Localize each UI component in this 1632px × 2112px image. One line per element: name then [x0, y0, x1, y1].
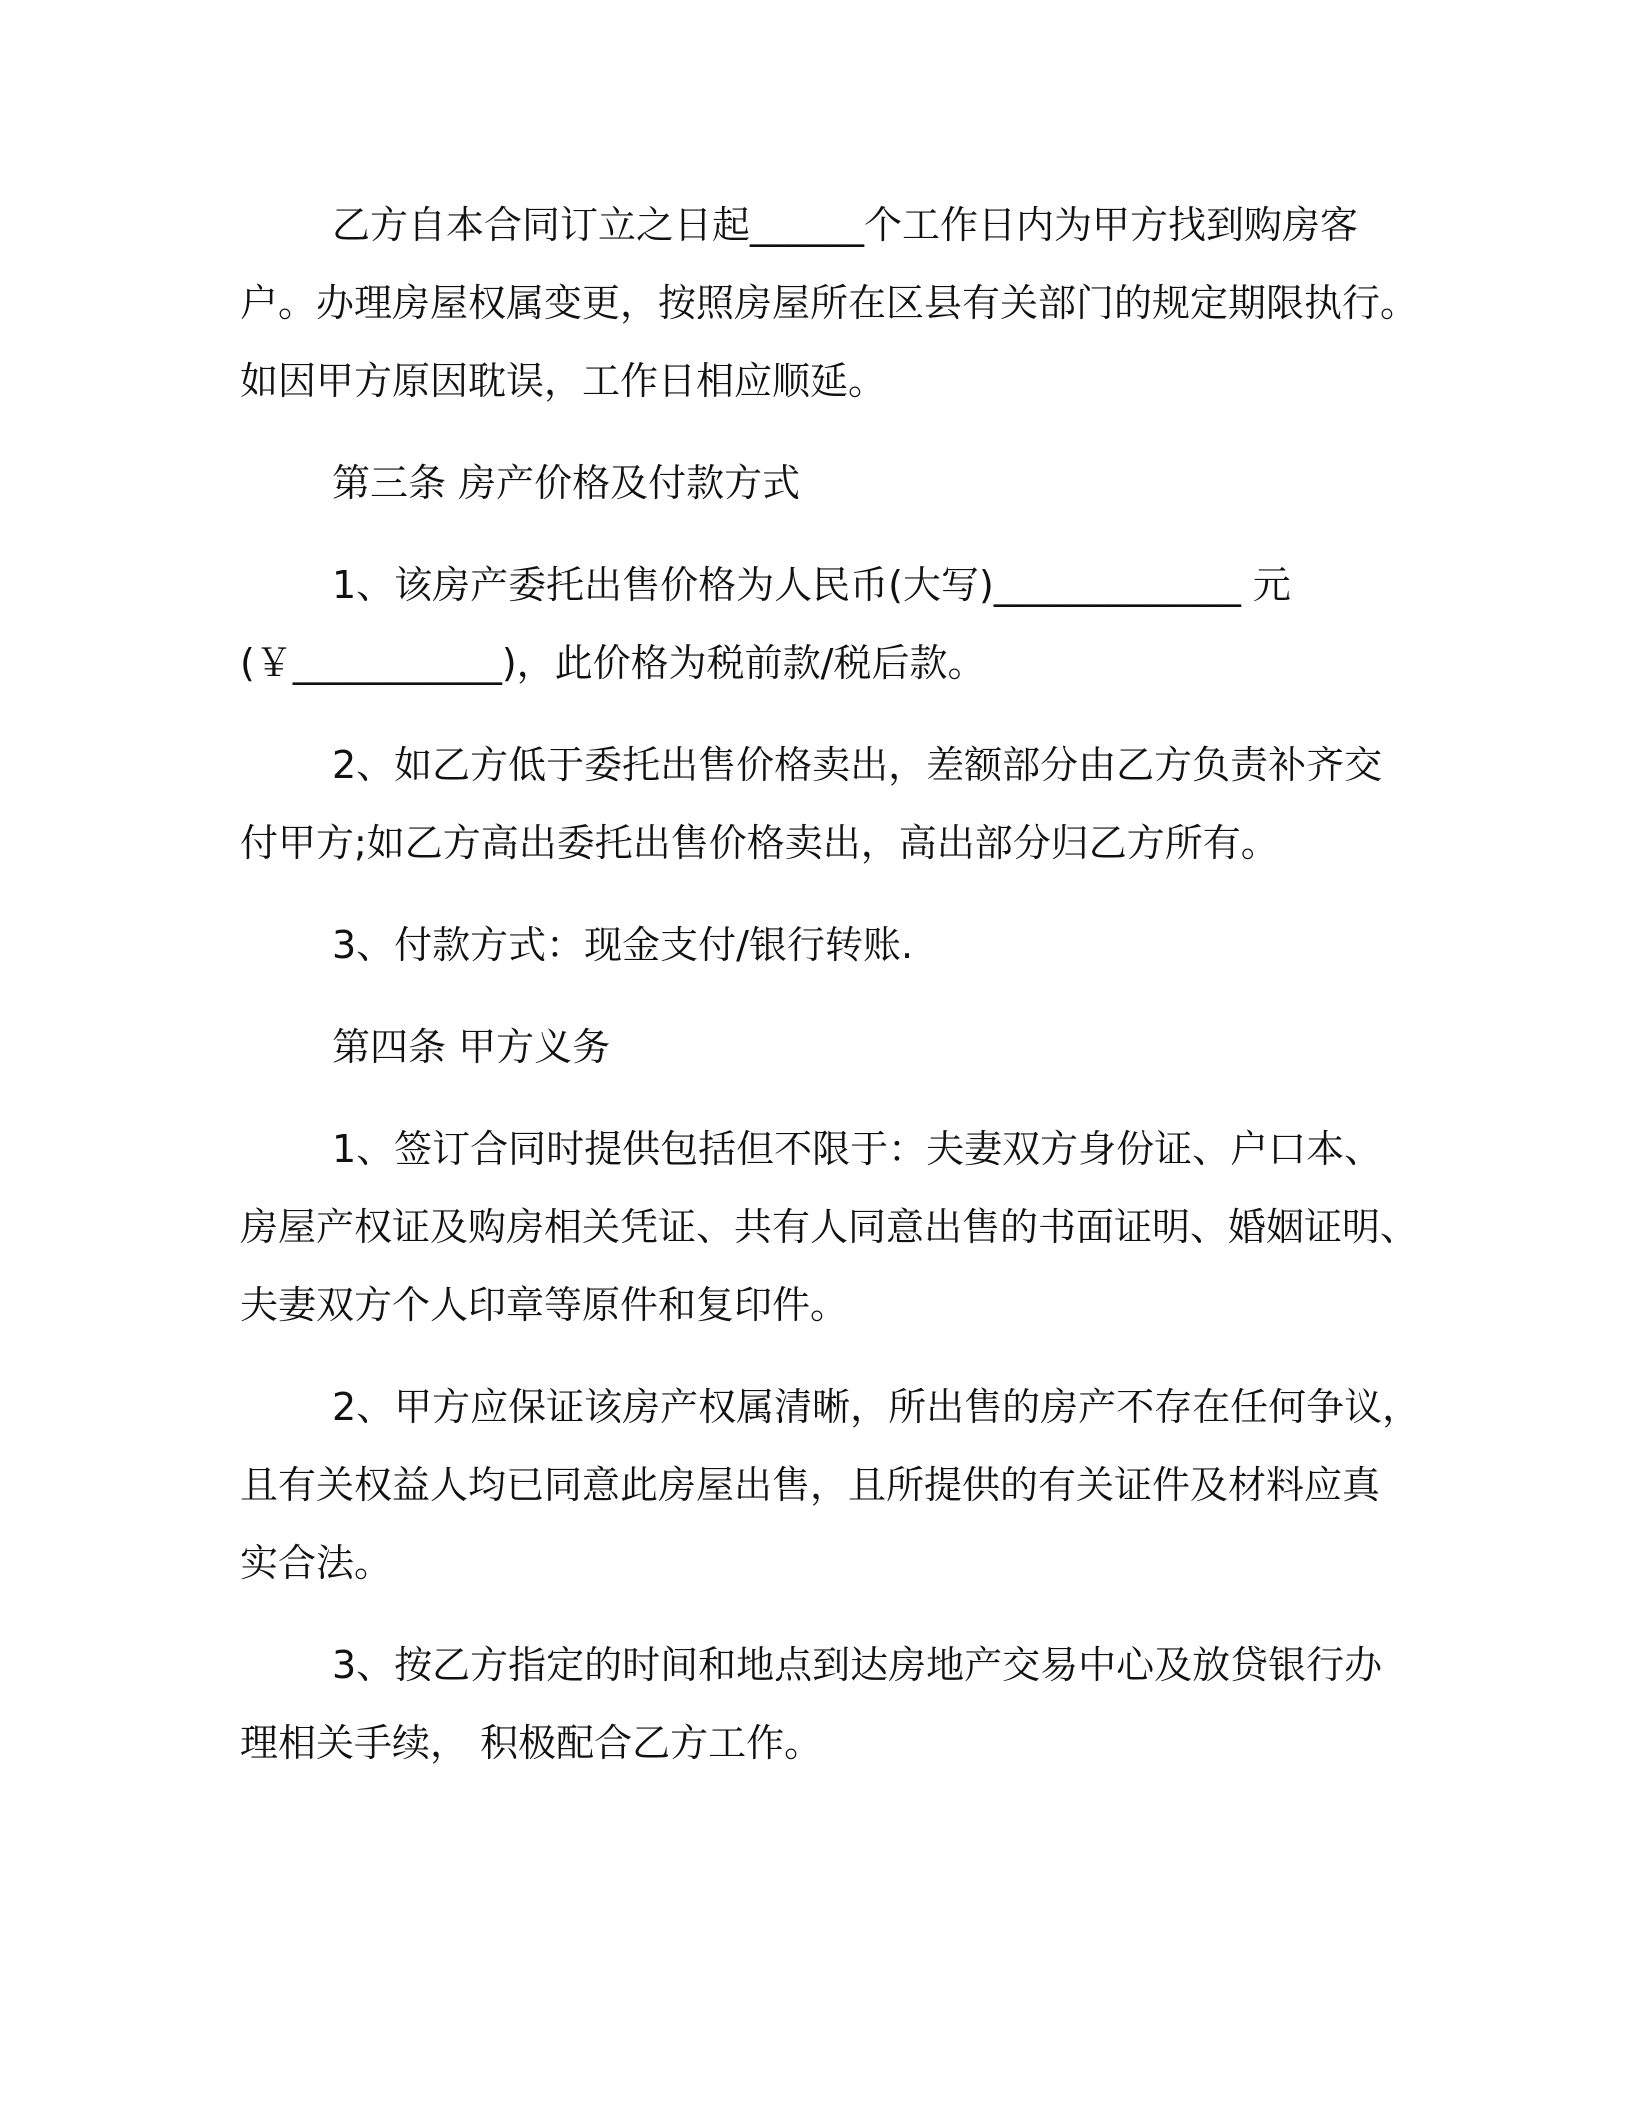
document-body — [240, 186, 1421, 1806]
text-line: 房屋产权证及购房相关凭证、共有人同意出售的书面证明、婚姻证明、 — [240, 1205, 1419, 1249]
text-line: 乙方自本合同订立之日起______个工作日内为甲方找到购房客 — [332, 203, 1359, 247]
paragraph-completion-period — [240, 186, 1419, 420]
text-line: 2、甲方应保证该房产权属清晰，所出售的房产不存在任何争议， — [332, 1385, 1421, 1429]
paragraph-sale-price — [240, 546, 1390, 702]
paragraph-documents — [240, 1110, 1419, 1344]
heading-text: 第三条 房产价格及付款方式 — [332, 461, 801, 505]
section-heading-article-3 — [240, 444, 1390, 522]
text-line: 理相关手续， 积极配合乙方工作。 — [240, 1721, 823, 1765]
text-line: 付甲方;如乙方高出委托出售价格卖出，高出部分归乙方所有。 — [240, 821, 1279, 865]
text-line: (￥___________)，此价格为税前款/税后款。 — [240, 641, 986, 685]
text-line: 夫妻双方个人印章等原件和复印件。 — [240, 1283, 849, 1327]
text-line: 且有关权益人均已同意此房屋出售，且所提供的有关证件及材料应真 — [240, 1463, 1381, 1507]
text-line: 1、签订合同时提供包括但不限于：夫妻双方身份证、户口本、 — [332, 1127, 1383, 1171]
section-heading-article-4 — [240, 1008, 1390, 1086]
text-line: 3、按乙方指定的时间和地点到达房地产交易中心及放贷银行办 — [332, 1643, 1383, 1687]
text-line: 2、如乙方低于委托出售价格卖出，差额部分由乙方负责补齐交 — [332, 743, 1383, 787]
paragraph-payment-method — [240, 906, 1390, 984]
paragraph-cooperation — [240, 1626, 1390, 1782]
text-line: 3、付款方式：现金支付/银行转账. — [332, 923, 914, 967]
text-line: 实合法。 — [240, 1541, 393, 1585]
paragraph-title-guarantee — [240, 1368, 1421, 1602]
text-line: 1、该房产委托出售价格为人民币(大写)_____________ 元 — [332, 563, 1291, 607]
text-line: 如因甲方原因耽误，工作日相应顺延。 — [240, 359, 887, 403]
paragraph-price-difference — [240, 726, 1390, 882]
heading-text: 第四条 甲方义务 — [332, 1025, 611, 1069]
text-line: 户。办理房屋权属变更，按照房屋所在区县有关部门的规定期限执行。 — [240, 281, 1419, 325]
